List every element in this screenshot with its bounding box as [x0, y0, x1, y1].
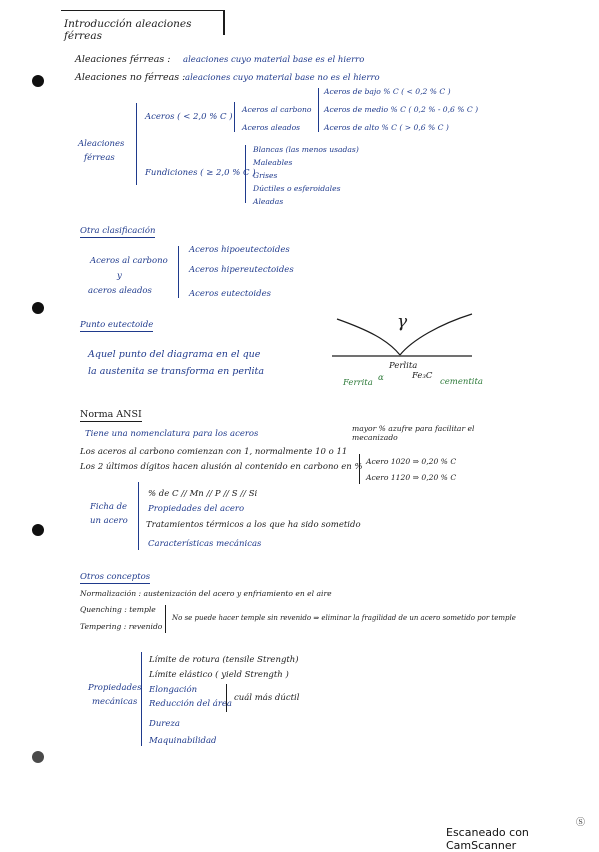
- carbono-item: Aceros de alto % C ( > 0,6 % C ): [324, 123, 449, 132]
- propiedad-item: Dureza: [149, 719, 180, 729]
- ficha-label: un acero: [90, 516, 128, 526]
- ficha-item: % de C // Mn // P // S // Si: [148, 489, 258, 499]
- propiedad-item: Reducción del área: [149, 699, 232, 709]
- norma-line: Los 2 últimos dígitos hacen alusión al contenido en carbono en %: [80, 462, 363, 472]
- class-aceros: Aceros ( < 2,0 % C ): [145, 112, 233, 122]
- class-aceros-carbono: Aceros al carbono: [242, 105, 312, 114]
- class-aceros-aleados: Aceros aleados: [242, 123, 301, 132]
- norma-line: Tiene una nomenclatura para los aceros: [85, 429, 259, 439]
- class-root: férreas: [84, 153, 115, 163]
- intro-ferreas-text: aleaciones cuyo material base es el hierro: [183, 55, 365, 65]
- cementita-label: cementita: [440, 377, 483, 387]
- propiedad-item: Maquinabilidad: [149, 736, 217, 746]
- fundicion-item: Blancas (las menos usadas): [253, 145, 359, 154]
- gamma-label: γ: [397, 312, 408, 332]
- propiedades-label: Propiedades: [88, 683, 142, 693]
- otra-left: y: [117, 271, 122, 281]
- perlita-label: Perlita: [389, 361, 418, 371]
- footer-text: Escaneado con CamScanner: [446, 826, 529, 852]
- fundicion-item: Grises: [253, 171, 278, 180]
- ferrita-label: Ferrita: [343, 378, 373, 388]
- diagram-left-curve: [337, 319, 400, 355]
- carbono-item: Aceros de bajo % C ( < 0,2 % C ): [324, 87, 451, 96]
- propiedades-label: mecánicas: [92, 697, 138, 707]
- bracket: [359, 454, 360, 484]
- propiedad-item: Límite de rotura (tensile Strength): [149, 655, 299, 665]
- otra-item: Aceros eutectoides: [189, 289, 271, 299]
- intro-no-ferreas-text: aleaciones cuyo material base no es el hierro: [185, 73, 380, 83]
- bracket: [226, 684, 227, 712]
- punto-text: Aquel punto del diagrama en el que: [88, 349, 261, 360]
- bracket: [165, 605, 166, 633]
- ficha-item: Tratamientos térmicos a los que ha sido sometido: [146, 520, 361, 530]
- class-root: Aleaciones: [78, 139, 125, 149]
- intro-ferreas-label: Aleaciones férreas :: [75, 54, 171, 65]
- camscanner-logo-icon: Ⓢ: [576, 818, 586, 828]
- bracket: [141, 652, 142, 746]
- punto-heading: Punto eutectoide: [80, 320, 154, 330]
- otra-heading: Otra clasificación: [80, 226, 156, 236]
- intro-no-ferreas-label: Aleaciones no férreas :: [75, 72, 186, 83]
- otros-heading: Otros conceptos: [80, 572, 151, 582]
- fe3c-label: Fe₃C: [412, 371, 433, 381]
- otros-normalizacion: Normalización : austenización del acero y enfriamiento en el aire: [80, 589, 332, 598]
- otra-item: Aceros hipereutectoides: [189, 265, 294, 275]
- otros-tempering: Tempering : revenido: [80, 622, 163, 631]
- norma-example: Acero 1120 ⇒ 0,20 % C: [366, 473, 457, 482]
- fundicion-item: Maleables: [253, 158, 293, 167]
- norma-heading: Norma ANSI: [80, 409, 142, 420]
- ficha-item: Características mecánicas: [148, 539, 262, 549]
- norma-line: Los aceros al carbono comienzan con 1, normalmente 10 o 11: [80, 447, 348, 457]
- page-title: Introducción aleaciones férreas: [64, 18, 192, 42]
- propiedades-note: cuál más dúctil: [234, 693, 300, 703]
- propiedad-item: Elongación: [149, 685, 198, 695]
- bracket: [138, 482, 139, 550]
- punto-text: la austenita se transforma en perlita: [88, 366, 265, 377]
- otra-left: Aceros al carbono: [90, 256, 168, 266]
- class-fundiciones: Fundiciones ( ≥ 2,0 % C ): [145, 168, 256, 178]
- propiedad-item: Límite elástico ( yield Strength ): [149, 670, 289, 680]
- ficha-label: Ficha de: [90, 502, 128, 512]
- fundicion-item: Aleadas: [253, 197, 284, 206]
- otra-left: aceros aleados: [88, 286, 152, 296]
- fundicion-item: Dúctiles o esferoidales: [253, 184, 341, 193]
- otra-item: Aceros hipoeutectoides: [189, 245, 290, 255]
- alpha-label: α: [378, 373, 384, 383]
- otros-quenching: Quenching : temple: [80, 605, 156, 614]
- ficha-item: Propiedades del acero: [148, 504, 245, 514]
- otros-quench-note: No se puede hacer temple sin revenido ⇒ eliminar la fragilidad de un acero sometido por temple: [172, 614, 516, 622]
- carbono-item: Aceros de medio % C ( 0,2 % - 0,6 % C ): [324, 105, 479, 114]
- diagram-right-curve: [400, 314, 472, 355]
- norma-example: Acero 1020 ⇒ 0,20 % C: [366, 457, 457, 466]
- norma-note: mayor % azufre para facilitar el mecanizado: [352, 424, 475, 443]
